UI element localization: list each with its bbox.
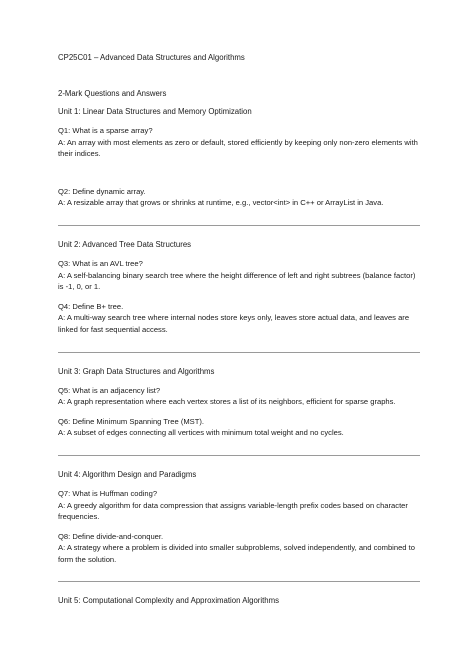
question-text: Q6: Define Minimum Spanning Tree (MST).	[58, 416, 205, 426]
qa-item	[58, 125, 420, 160]
answer-text: A: An array with most elements as zero or default, stored efficiently by keeping only non-zero elements with their indices.	[58, 137, 418, 159]
document-subtitle: 2-Mark Questions and Answers	[58, 89, 167, 98]
unit-section-1	[58, 100, 420, 225]
answer-text: A: A greedy algorithm for data compression that assigns variable-length prefix codes based on character frequencies.	[58, 500, 408, 522]
unit-heading: Unit 1: Linear Data Structures and Memory Optimization	[58, 107, 252, 116]
unit-heading: Unit 4: Algorithm Design and Paradigms	[58, 469, 197, 479]
unit-heading: Unit 5: Computational Complexity and Approximation Algorithms	[58, 596, 280, 606]
unit-section-5	[58, 582, 420, 607]
qa-item	[58, 385, 420, 408]
qa-item	[58, 186, 420, 209]
qa-item	[58, 258, 420, 293]
answer-text: A: A strategy where a problem is divided into smaller subproblems, solved independently, and combined to form the solution.	[58, 543, 415, 564]
spacer	[58, 168, 420, 186]
unit-heading: Unit 2: Advanced Tree Data Structures	[58, 239, 192, 249]
question-text: Q1: What is a sparse array?	[58, 126, 153, 135]
question-text: Q8: Define divide-and-conquer.	[58, 531, 164, 541]
question-text: Q4: Define B+ tree.	[58, 301, 124, 311]
question-text: Q5: What is an adjacency list?	[58, 385, 161, 395]
unit-heading: Unit 3: Graph Data Structures and Algorithms	[58, 366, 215, 376]
answer-text: A: A self-balancing binary search tree where the height difference of left and right subtrees (balance factor) is -1, 0, or 1.	[58, 270, 416, 292]
answer-text: A: A graph representation where each vertex stores a list of its neighbors, efficient for sparse graphs.	[58, 397, 396, 407]
qa-item	[58, 488, 420, 523]
qa-item	[58, 301, 420, 336]
question-text: Q3: What is an AVL tree?	[58, 258, 143, 268]
question-text: Q2: Define dynamic array.	[58, 186, 146, 196]
answer-text: A: A multi-way search tree where internal nodes store keys only, leaves store actual data, and leaves are linked for fast sequential access.	[58, 313, 410, 334]
document-title: CP25C01 – Advanced Data Structures and Algorithms	[58, 53, 245, 62]
unit-section-4	[58, 456, 420, 582]
answer-text: A: A resizable array that grows or shrinks at runtime, e.g., vector<int> in C++ or ArrayList in Java.	[58, 198, 384, 208]
document-page	[58, 52, 420, 614]
question-text: Q7: What is Huffman coding?	[58, 488, 158, 498]
unit-section-2	[58, 226, 420, 352]
qa-item	[58, 531, 420, 566]
qa-item	[58, 416, 420, 439]
unit-section-3	[58, 353, 420, 455]
answer-text: A: A subset of edges connecting all vertices with minimum total weight and no cycles.	[58, 428, 344, 438]
